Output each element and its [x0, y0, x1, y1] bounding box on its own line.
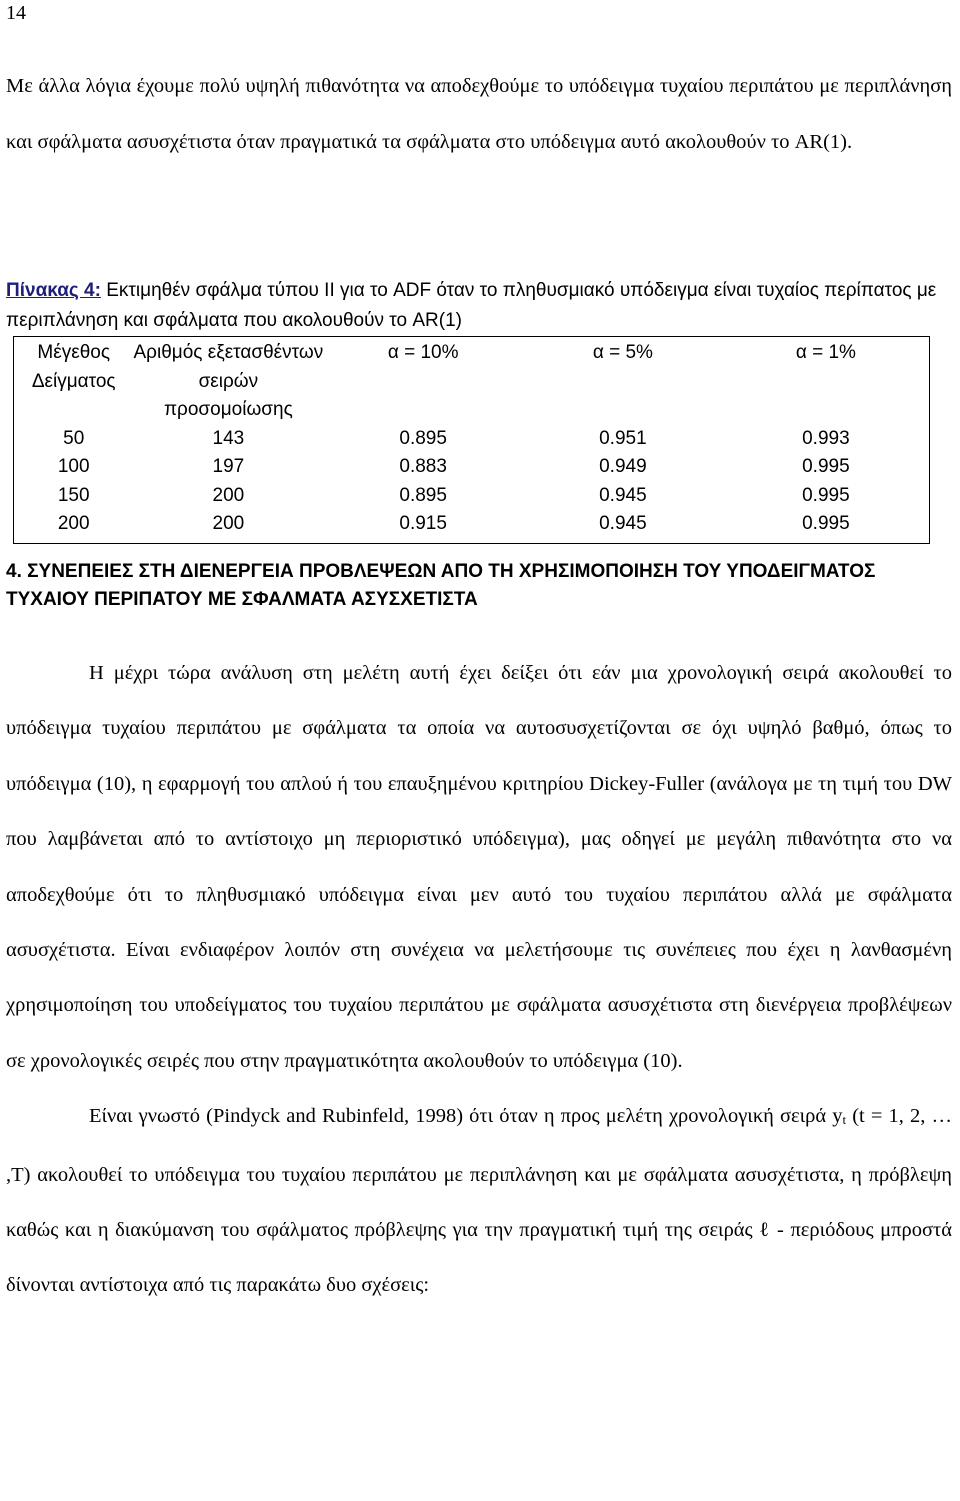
page-number: 14 [6, 2, 26, 24]
table-row [14, 425, 930, 454]
table-row [14, 510, 930, 543]
body-paragraph-2: Είναι γνωστό (Pindyck and Rubinfeld, 1998) ότι όταν η προς μελέτη χρονολογική σειρά yt (t = 1, 2, … ,T) ακολουθεί το υπόδειγμα του τυχαίου περιπάτου με περιπλάνηση και με σφάλματα ασυσχέτιστα, η πρόβλεψη καθώς και η διακύμανση του σφάλματος πρόβλεψης για την πραγματική τιμή της σειράς ℓ - περιόδους μπροστά δίνονται αντίστοιχα από τις παρακάτω δυο σχέσεις: [6, 1105, 952, 1297]
cell-alpha-10: 0.883 [399, 456, 447, 477]
cell-num-series: 197 [212, 456, 245, 477]
table-row [14, 482, 930, 511]
cell-alpha-5: 0.951 [599, 427, 647, 449]
cell-sample-size: 200 [57, 513, 90, 534]
cell-num-series: 200 [212, 484, 245, 506]
table-row [14, 453, 930, 482]
intro-paragraph: Με άλλα λόγια έχουμε πολύ υψηλή πιθανότητα να αποδεχθούμε το υπόδειγμα τυχαίου περιπάτου με περιπλάνηση και σφάλματα ασυσχέτιστα όταν πραγματικά τα σφάλματα στο υπόδειγμα αυτό ακολουθούν το AR(1). [6, 75, 952, 153]
table-header-row [14, 337, 930, 425]
header-sample-size: Μέγεθος Δείγματος [31, 342, 116, 392]
header-alpha-1: α = 1% [795, 342, 856, 363]
body-paragraph-1: Η μέχρι τώρα ανάλυση στη μελέτη αυτή έχει δείξει ότι εάν μια χρονολογική σειρά ακολουθεί το υπόδειγμα τυχαίου περιπάτου με σφάλματα τα οποία να αυτοσυσχετίζονται σε όχι υψηλό βαθμό, όπως το υπόδειγμα (10), η εφαρμογή του απλού ή του επαυξημένου κριτηρίου Dickey-Fuller (ανάλογα με τη τιμή του DW που λαμβάνεται από το αντίστοιχο μη περιοριστικό υπόδειγμα), μας οδηγεί με μεγάλη πιθανότητα στο να αποδεχθούμε ότι το πληθυσμιακό υπόδειγμα είναι μεν αυτό του τυχαίου περιπάτου αλλά με σφάλματα ασυσχέτιστα. Είναι ενδιαφέρον λοιπόν στη συνέχεια να μελετήσουμε τις συνέπειες που έχει η λανθασμένη χρησιμοποίηση του υποδείγματος του τυχαίου περιπάτου με σφάλματα ασυσχέτιστα στη διενέργεια προβλέψεων σε χρονολογικές σειρές που στην πραγματικότητα ακολουθούν το υπόδειγμα (10). [6, 662, 952, 1072]
cell-num-series: 200 [212, 513, 245, 534]
cell-alpha-1: 0.993 [802, 427, 850, 449]
cell-alpha-10: 0.895 [399, 484, 447, 506]
cell-alpha-1: 0.995 [802, 456, 850, 477]
table-caption-label: Πίνακας 4: [6, 280, 101, 301]
table-caption [6, 276, 952, 336]
cell-num-series: 143 [212, 427, 245, 449]
table-caption-text: Εκτιμηθέν σφάλμα τύπου ΙΙ για το ADF όταν το πληθυσμιακό υπόδειγμα είναι τυχαίος περίπατος με περιπλάνηση και σφάλματα που ακολουθούν το AR(1) [6, 280, 937, 331]
header-num-series: Αριθμός εξετασθέντων σειρών προσομοίωσης [133, 342, 324, 420]
cell-alpha-5: 0.945 [599, 513, 647, 534]
cell-alpha-1: 0.995 [802, 484, 850, 506]
cell-sample-size: 50 [63, 427, 85, 449]
ell-symbol: ℓ [759, 1219, 771, 1242]
subscript-t: t [842, 1112, 847, 1128]
cell-alpha-10: 0.895 [399, 427, 447, 449]
cell-sample-size: 100 [57, 456, 90, 477]
header-alpha-10: α = 10% [387, 342, 459, 363]
cell-alpha-10: 0.915 [399, 513, 447, 534]
section-body [6, 646, 952, 1314]
cell-alpha-5: 0.949 [599, 456, 647, 477]
section-heading: 4. ΣΥΝΕΠΕΙΕΣ ΣΤΗ ΔΙΕΝΕΡΓΕΙΑ ΠΡΟΒΛΕΨΕΩΝ ΑΠΟ ΤΗ ΧΡΗΣΙΜΟΠΟΙΗΣΗ ΤΟΥ ΥΠΟΔΕΙΓΜΑΤΟΣ ΤΥΧΑΙΟΥ ΠΕΡΙΠΑΤΟΥ ΜΕ ΣΦΑΛΜΑΤΑ ΑΣΥΣΧΕΤΙΣΤΑ [6, 561, 876, 610]
simulation-results-table [13, 336, 930, 544]
cell-sample-size: 150 [57, 484, 90, 506]
cell-alpha-5: 0.945 [599, 484, 647, 506]
header-alpha-5: α = 5% [592, 342, 653, 363]
cell-alpha-1: 0.995 [802, 513, 850, 534]
